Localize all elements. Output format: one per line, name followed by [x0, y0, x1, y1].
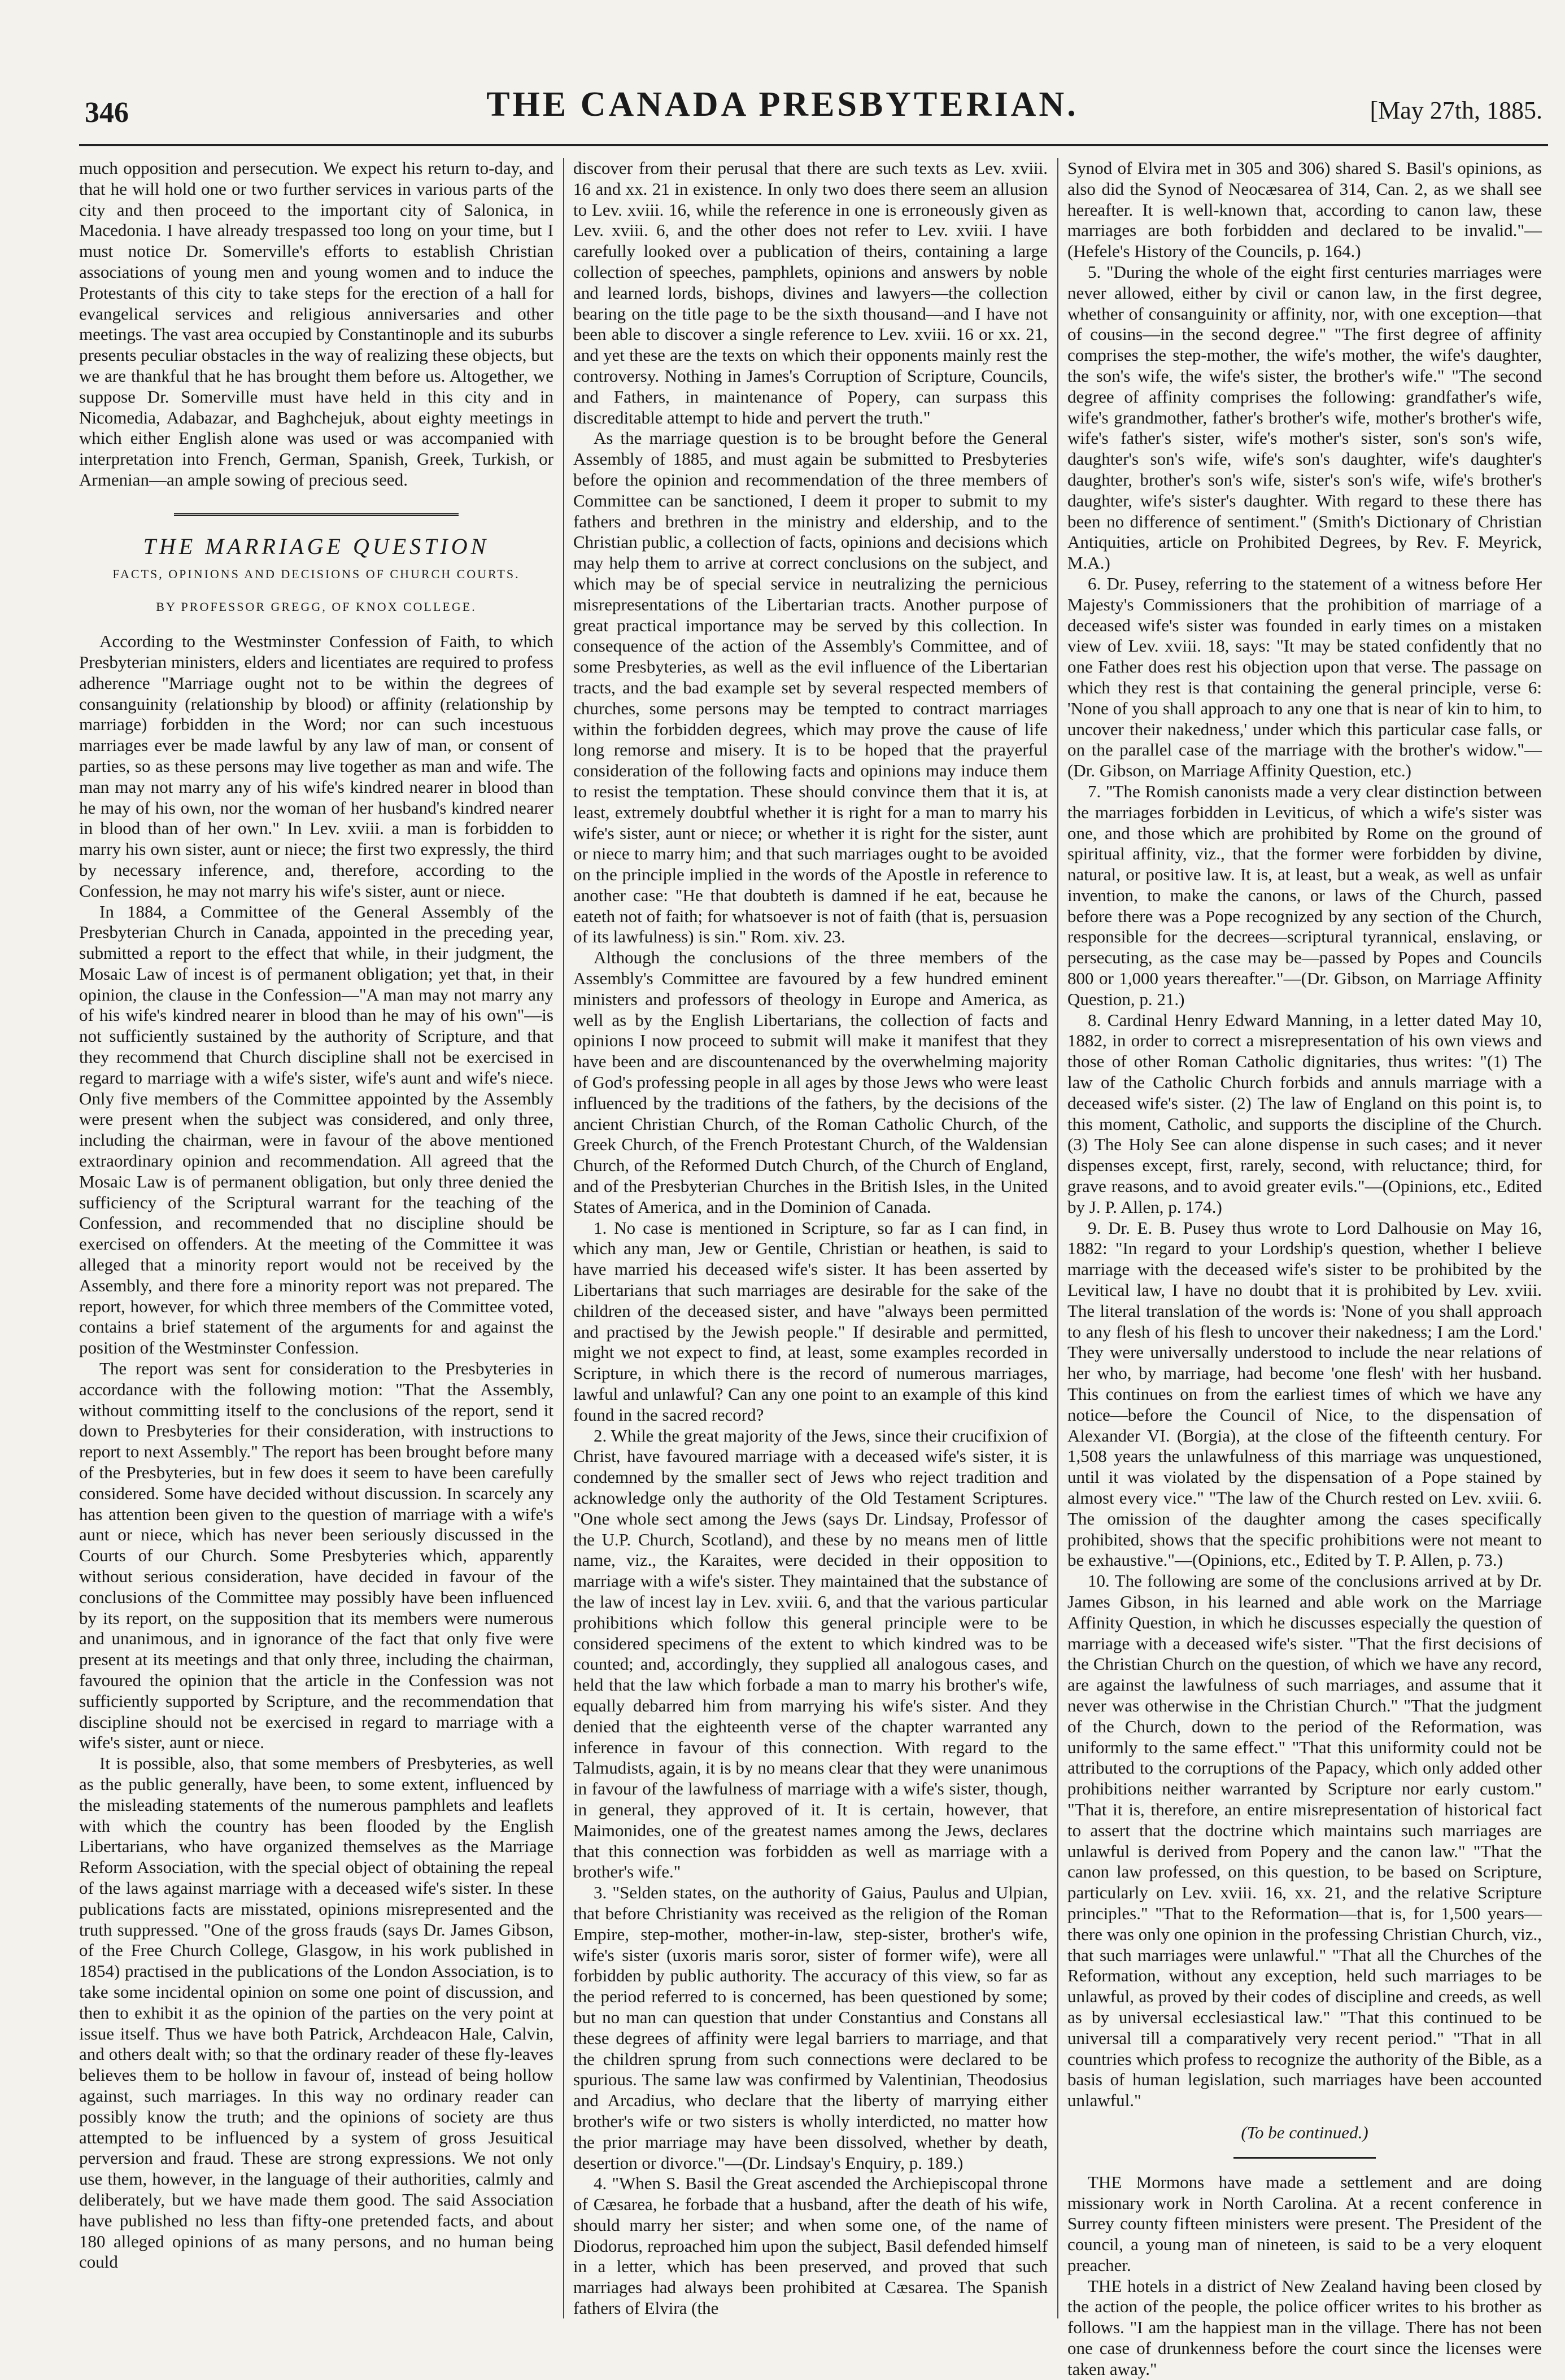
article-paragraph: In 1884, a Committee of the General Assembly of the Presbyterian Church in Canada, appointed in the preceding year, submitted a report to the effect that while, in their judgment, the Mosaic Law of incest is of permanent obligation; yet that, in their opinion, the clause in the Confession—"A man may not marry any of his wife's kindred nearer in blood than he may of his own"—is not sufficiently sustained by the authority of Scripture, and that they recommend that Church discipline shall not be exercised in regard to marriage with a wife's sister, wife's aunt and wife's niece. Only five members of the Committee appointed by the Assembly were present when the subject was considered, and only three, including the chairman, were in favour of the above mentioned extraordinary opinion and recommendation. All agreed that the Mosaic Law is of permanent obligation, but only three denied the sufficiency of the Scriptural warrant for the teaching of the Confession, and recommended that no discipline should be exercised on offenders. At the meeting of the Committee it was alleged that a minority report would not be received by the Assembly, and there fore a minority report was not prepared. The report, however, for which three members of the Committee voted, contains a brief statement of the arguments for and against the position of the Westminster Confession. [79, 901, 553, 1358]
article-paragraph: Synod of Elvira met in 305 and 306) shared S. Basil's opinions, as also did the Synod of Neocæsarea of 314, Can. 2, as we shall see hereafter. It is well-known that, according to canon law, these marriages are both forbidden and declared to be invalid."—(Hefele's History of the Councils, p. 164.) [1067, 158, 1542, 261]
article-paragraph: 4. "When S. Basil the Great ascended the Archiepiscopal throne of Cæsarea, he forbade that a husband, after the death of his wife, should marry her sister; and when some one, of the name of Diodorus, reproached him upon the subject, Basil defended himself in a letter, which has been preserved, and proved that such marriages had always been prohibited at Cæsarea. The Spanish fathers of Elvira (the [573, 2173, 1048, 2318]
publication-title: THE CANADA PRESBYTERIAN. [486, 85, 1079, 124]
article-paragraph: much opposition and persecution. We expect his return to-day, and that he will hold one or two further services in various parts of the city and then proceed to the important city of Salonica, in Macedonia. I have already trespassed too long on your time, but I must notice Dr. Somerville's efforts to establish Christian associations of young men and young women and to induce the Protestants of this city to take steps for the erection of a hall for evangelical services and religious anniversaries and other meetings. The vast area occupied by Constantinople and its suburbs presents peculiar obstacles in the way of realizing these objects, but we are thankful that he has brought them before us. Altogether, we suppose Dr. Somerville must have held in this city and in Nicomedia, Adabazar, and Baghchejuk, about eighty meetings in which either English alone was used or was accompanied with interpretation into French, German, Spanish, Greek, Turkish, or Armenian—an ample sowing of precious seed. [79, 158, 553, 490]
column-2 [573, 158, 1048, 2318]
article-paragraph: 3. "Selden states, on the authority of Gaius, Paulus and Ulpian, that before Christianity was received as the religion of the Roman Empire, step-mother, mother-in-law, step-sister, brother's wife, wife's sister (uxoris maris soror, sister of former wife), were all forbidden by public authority. The accuracy of this view, so far as the period referred to is concerned, has been questioned by some; but no man can question that under Constantius and Constans all these degrees of affinity were legal barriers to marriage, and that the children sprung from such connections were declared to be spurious. The same law was confirmed by Valentinian, Theodosius and Arcadius, who declare that the liberty of marrying either brother's wife or two sisters is wholly interdicted, no matter how the prior marriage may have been dissolved, whether by death, desertion or divorce."—(Dr. Lindsay's Enquiry, p. 189.) [573, 1883, 1048, 2173]
page-number: 346 [85, 97, 129, 129]
article-paragraph: 5. "During the whole of the eight first centuries marriages were never allowed, either by civil or canon law, in the first degree, whether of consanguinity or affinity, nor, with one exception—that of cousins—in the second degree." "The first degree of affinity comprises the step-mother, the wife's mother, the wife's daughter, the son's wife, the wife's sister, the brother's wife." "The second degree of affinity comprises the following: grandfather's wife, wife's grandmother, father's brother's wife, mother's brother's wife, wife's father's sister, wife's mother's sister, son's son's wife, daughter's son's wife, wife's son's daughter, wife's daughter's daughter, brother's son's wife, sister's son's wife, wife's brother's daughter, wife's sister's daughter. With regard to these there has been no difference of sentiment." (Smith's Dictionary of Christian Antiquities, article on Prohibited Degrees, by Rev. F. Meyrick, M.A.) [1067, 261, 1542, 573]
article-paragraph: It is possible, also, that some members of Presbyteries, as well as the public generally, have been, to some extent, influenced by the misleading statements of the numerous pamphlets and leaflets with which the country has been flooded by the English Libertarians, who have organized themselves as the Marriage Reform Association, with the special object of obtaining the repeal of the laws against marriage with a deceased wife's sister. In these publications facts are misstated, opinions misrepresented and the truth suppressed. "One of the gross frauds (says Dr. James Gibson, of the Free Church College, Glasgow, in his work published in 1854) practised in the publications of the London Association, is to take some incidental opinion on some one point of discussion, and then to exhibit it as the opinion of the parties on the very point at issue itself. Thus we have both Patrick, Archdeacon Hale, Calvin, and others dealt with; so that the ordinary reader of these fly-leaves believes them to be hollow in favour of, instead of being hollow against, such marriages. In this way no ordinary reader can possibly know the truth; and the opinions of society are thus attempted to be influenced by a system of gross Jesuitical perversion and fraud. These are strong expressions. We not only use them, however, in the language of their authorities, calmly and deliberately, but we have made them good. The said Association have published no less than fifty-one pretended facts, and about 180 alleged opinions of as many persons, and no human being could [79, 1753, 553, 2272]
column-divider [563, 158, 564, 2318]
article-paragraph: 10. The following are some of the conclusions arrived at by Dr. James Gibson, in his learned and able work on the Marriage Affinity Question, in which he discusses especially the question of marriage with a deceased wife's sister. "That the first decisions of the Christian Church on the question, of which we have any record, are against the lawfulness of such marriages, and assume that it never was otherwise in the Christian Church." "That the judgment of the Church, down to the period of the Reformation, was uniformly to the same effect." "That this uniformity could not be attributed to the corruptions of the Papacy, which only added other prohibitions neither warranted by Scripture nor early custom." "That it is, therefore, an entire misrepresentation of historical fact to assert that the doctrine which maintains such marriages are unlawful is derived from Popery and the canon law." "That the canon law professed, on this question, to be based on Scripture, particularly on Lev. xviii. 16, xx. 21, and the relative Scripture principles." "That to the Reformation—that is, for 1,500 years—there was only one opinion in the professing Christian Church, viz., that such marriages were unlawful." "That all the Churches of the Reformation, without any exception, held such marriages to be unlawful, as proved by their codes of discipline and creeds, as well as by universal ecclesiastical law." "That this continued to be universal till a comparatively very recent period." "That in all countries which profess to recognize the authority of the Bible, as a basis of human legislation, such marriages have been accounted unlawful." [1067, 1571, 1542, 2111]
page-header [0, 0, 1565, 141]
article-paragraph: Although the conclusions of the three members of the Assembly's Committee are favoured by a few hundred eminent ministers and professors of theology in Europe and America, as well as by the English Libertarians, the collection of facts and opinions I now proceed to submit will make it manifest that they have been and are discountenanced by the overwhelming majority of God's professing people in all ages by those Jews who were least influenced by the traditions of the fathers, by the decisions of the ancient Christian Church, of the Roman Catholic Church, of the Greek Church, of the French Protestant Church, of the Waldensian Church, of the Reformed Dutch Church, of the Church of England, and of the Presbyterian Churches in the British Isles, in the United States of America, and in the Dominion of Canada. [573, 947, 1048, 1217]
column-1 [79, 158, 553, 2318]
article-subtitle: FACTS, OPINIONS AND DECISIONS OF CHURCH COURTS. [112, 566, 520, 581]
article-title: THE MARRIAGE QUESTION [143, 533, 490, 559]
news-note: THE Mormons have made a settlement and are doing missionary work in North Carolina. At a recent conference in Surrey county fifteen ministers were present. The President of the council, a young man of nineteen, is said to be a very eloquent preacher. [1067, 2172, 1542, 2275]
header-rule [79, 144, 1548, 146]
news-note: THE hotels in a district of New Zealand having been closed by the action of the people, the police officer writes to his brother as follows. "I am the happiest man in the village. There has not been one case of drunkenness before the court since the licenses were taken away." [1067, 2276, 1542, 2379]
section-divider [174, 513, 459, 516]
article-byline: BY PROFESSOR GREGG, OF KNOX COLLEGE. [156, 600, 477, 614]
article-paragraph: 8. Cardinal Henry Edward Manning, in a letter dated May 10, 1882, in order to correct a misrepresentation of his own views and those of other Roman Catholic dignitaries, thus writes: "(1) The law of the Catholic Church forbids and annuls marriage with a deceased wife's sister. (2) The law of England on this point is, to this moment, Catholic, and supports the discipline of the Church. (3) The Holy See can alone dispense in such cases; and it never dispenses except, first, rarely, second, with reluctance; third, for grave reasons, and to avoid greater evils."—(Opinions, etc., Edited by J. P. Allen, p. 174.) [1067, 1010, 1542, 1217]
column-divider [1057, 158, 1058, 2318]
article-paragraph: discover from their perusal that there are such texts as Lev. xviii. 16 and xx. 21 in existence. In only two does there seem an allusion to Lev. xviii. 16, while the reference in one is erroneously given as Lev. xviii. 6, and the other does not refer to Lev. xviii. I have carefully looked over a publication of theirs, containing a large collection of speeches, pamphlets, opinions and answers by noble and learned lords, bishops, divines and lawyers—the collection bearing on the title page to be the sixth thousand—and I have not been able to discover a single reference to Lev. xviii. 16 or xx. 21, and yet these are the texts on which their opponents mainly rest the controversy. Nothing in James's Corruption of Scripture, Councils, and Fathers, in maintenance of Popery, can surpass this discreditable attempt to hide and pervert the truth." [573, 158, 1048, 427]
article-paragraph: As the marriage question is to be brought before the General Assembly of 1885, and must again be submitted to Presbyteries before the opinion and recommendation of the three members of Committee can be sanctioned, I deem it proper to submit to my fathers and brethren in the ministry and eldership, and to the Christian public, a collection of facts, opinions and decisions which may help them to arrive at correct conclusions on the subject, and which may be of special service in neutralizing the pernicious misrepresentations of the Libertarian tracts. Another purpose of great practical importance may be served by this collection. In consequence of the action of the Assembly's Committee, and of some Presbyteries, as well as the evil influence of the Libertarian tracts, and the bad example set by several respected members of churches, some persons may be tempted to contract marriages within the forbidden degrees, which may prove the cause of life long remorse and misery. It is to be hoped that the prayerful consideration of the following facts and opinions may induce them to resist the temptation. These should convince them that it is, at least, extremely doubtful whether it is right for a man to marry his wife's sister, aunt or niece; or whether it is right for the sister, aunt or niece to marry him; and that such marriages ought to be avoided on the principle implied in the words of the Apostle in reference to another case: "He that doubteth is damned if he eat, because he eateth not of faith; for whatsoever is not of faith (that is, persuasion of its lawfulness) is sin." Rom. xiv. 23. [573, 428, 1048, 947]
continued-note: (To be continued.) [1241, 2122, 1368, 2142]
section-divider [1233, 2157, 1376, 2159]
article-paragraph: 2. While the great majority of the Jews, since their crucifixion of Christ, have favoured marriage with a deceased wife's sister, it is condemned by the smaller sect of Jews who reject tradition and acknowledge only the authority of the Old Testament Scriptures. "One whole sect among the Jews (says Dr. Lindsay, Professor of the U.P. Church, Scotland), and these by no means men of little name, viz., the Karaites, were decided in their opposition to marriage with a wife's sister. They maintained that the substance of the law of incest lay in Lev. xviii. 6, and that the various particular prohibitions which follow this general principle were to be considered specimens of the extent to which kindred was to be counted; and, accordingly, they supplied all analogous cases, and held that the law which forbade a man to marry his brother's wife, equally debarred him from marrying his wife's sister. And they denied that the eighteenth verse of the chapter warranted any inference in favour of this connection. With regard to the Talmudists, again, it is by no means clear that they were unanimous in favour of the lawfulness of marriage with a wife's sister, though, in general, they approved of it. It is certain, however, that Maimonides, one of the greatest names among the Jews, declares that this connection was forbidden as well as marriage with a brother's wife." [573, 1425, 1048, 1882]
article-paragraph: 1. No case is mentioned in Scripture, so far as I can find, in which any man, Jew or Gentile, Christian or heathen, is said to have married his deceased wife's sister. It has been asserted by Libertarians that such marriages are desirable for the sake of the children of the deceased sister, and have "always been permitted and practised by the Jewish people." If desirable and permitted, might we not expect to find, at least, some examples recorded in Scripture, in which there is the record of numerous marriages, lawful and unlawful? Can any one point to an example of this kind found in the sacred record? [573, 1217, 1048, 1425]
article-paragraph: 9. Dr. E. B. Pusey thus wrote to Lord Dalhousie on May 16, 1882: "In regard to your Lordship's question, whether I believe marriage with the deceased wife's sister to be prohibited by the Levitical law, I have no doubt that it is prohibited by Lev. xviii. The literal translation of the words is: 'None of you shall approach to any flesh of his flesh to uncover their nakedness; I am the Lord.' They were universally understood to include the near relations of her who, by marriage, had become 'one flesh' with her husband. This continues on from the earliest times of which we have any notice—before the Council of Nice, to the dispensation of Alexander VI. (Borgia), at the close of the fifteenth century. For 1,508 years the unlawfulness of this marriage was unquestioned, until it was violated by the dispensation of a Pope stained by almost every vice." "The law of the Church rested on Lev. xviii. 6. The omission of the daughter among the cases specifically prohibited, shows that the specific prohibitions were not meant to be exhaustive."—(Opinions, etc., Edited by T. P. Allen, p. 73.) [1067, 1217, 1542, 1570]
article-paragraph: The report was sent for consideration to the Presbyteries in accordance with the following motion: "That the Assembly, without committing itself to the conclusions of the report, send it down to Presbyteries for their consideration, with instructions to report to next Assembly." The report has been brought before many of the Presbyteries, but in few does it seem to have been carefully considered. Some have decided without discussion. In scarcely any has attention been given to the question of marriage with a wife's aunt or niece, which has never been seriously discussed in the Courts of our Church. Some Presbyteries which, apparently without serious consideration, have decided in favour of the conclusions of the Committee may possibly have been influenced by its report, on the supposition that its members were numerous and unanimous, and in ignorance of the fact that only five were present at its meetings and that only three, including the chairman, favoured the opinion that the article in the Confession was not sufficiently supported by Scripture, and the recommendation that discipline should not be exercised in regard to marriage with a wife's sister, aunt or niece. [79, 1359, 553, 1753]
article-paragraph: 7. "The Romish canonists made a very clear distinction between the marriages forbidden in Leviticus, of which a wife's sister was one, and those which are prohibited by Rome on the ground of spiritual affinity, viz., that the former were forbidden by divine, natural, or positive law. It is, at least, but a weak, as well as unfair invention, to make the canons, or laws of the Church, passed before there was a Pope recognized by any section of the Church, responsible for the decrees—scriptural tyrannical, enslaving, or persecuting, as the case may be—passed by Popes and Councils 800 or 1,000 years thereafter."—(Dr. Gibson, on Marriage Affinity Question, p. 21.) [1067, 781, 1542, 1009]
column-3 [1067, 158, 1542, 2379]
article-paragraph: 6. Dr. Pusey, referring to the statement of a witness before Her Majesty's Commissioners that the prohibition of marriage of a deceased wife's sister was founded in early times on a mistaken view of Lev. xviii. 18, says: "It may be stated confidently that no one Father does rest his objection upon that verse. The passage on which they rest is that containing the general principle, verse 6: 'None of you shall approach to any one that is near of kin to him, to uncover their nakedness,' under which this particular case falls, or on the parallel case of the marriage with the brother's widow."—(Dr. Gibson, on Marriage Affinity Question, etc.) [1067, 573, 1542, 781]
article-paragraph: According to the Westminster Confession of Faith, to which Presbyterian ministers, elders and licentiates are required to profess adherence "Marriage ought not to be within the degrees of consanguinity (relationship by blood) or affinity (relationship by marriage) forbidden in the Word; nor can such incestuous marriages ever be made lawful by any law of man, or consent of parties, so as these persons may live together as man and wife. The man may not marry any of his wife's kindred nearer in blood than he may of his own, nor the woman of her husband's kindred nearer in blood than of her own." In Lev. xviii. a man is forbidden to marry his own sister, aunt or niece; the first two expressly, the third by necessary inference, and, therefore, according to the Confession, he may not marry his wife's sister, aunt or niece. [79, 631, 553, 901]
issue-date: [May 27th, 1885. [1370, 97, 1542, 124]
